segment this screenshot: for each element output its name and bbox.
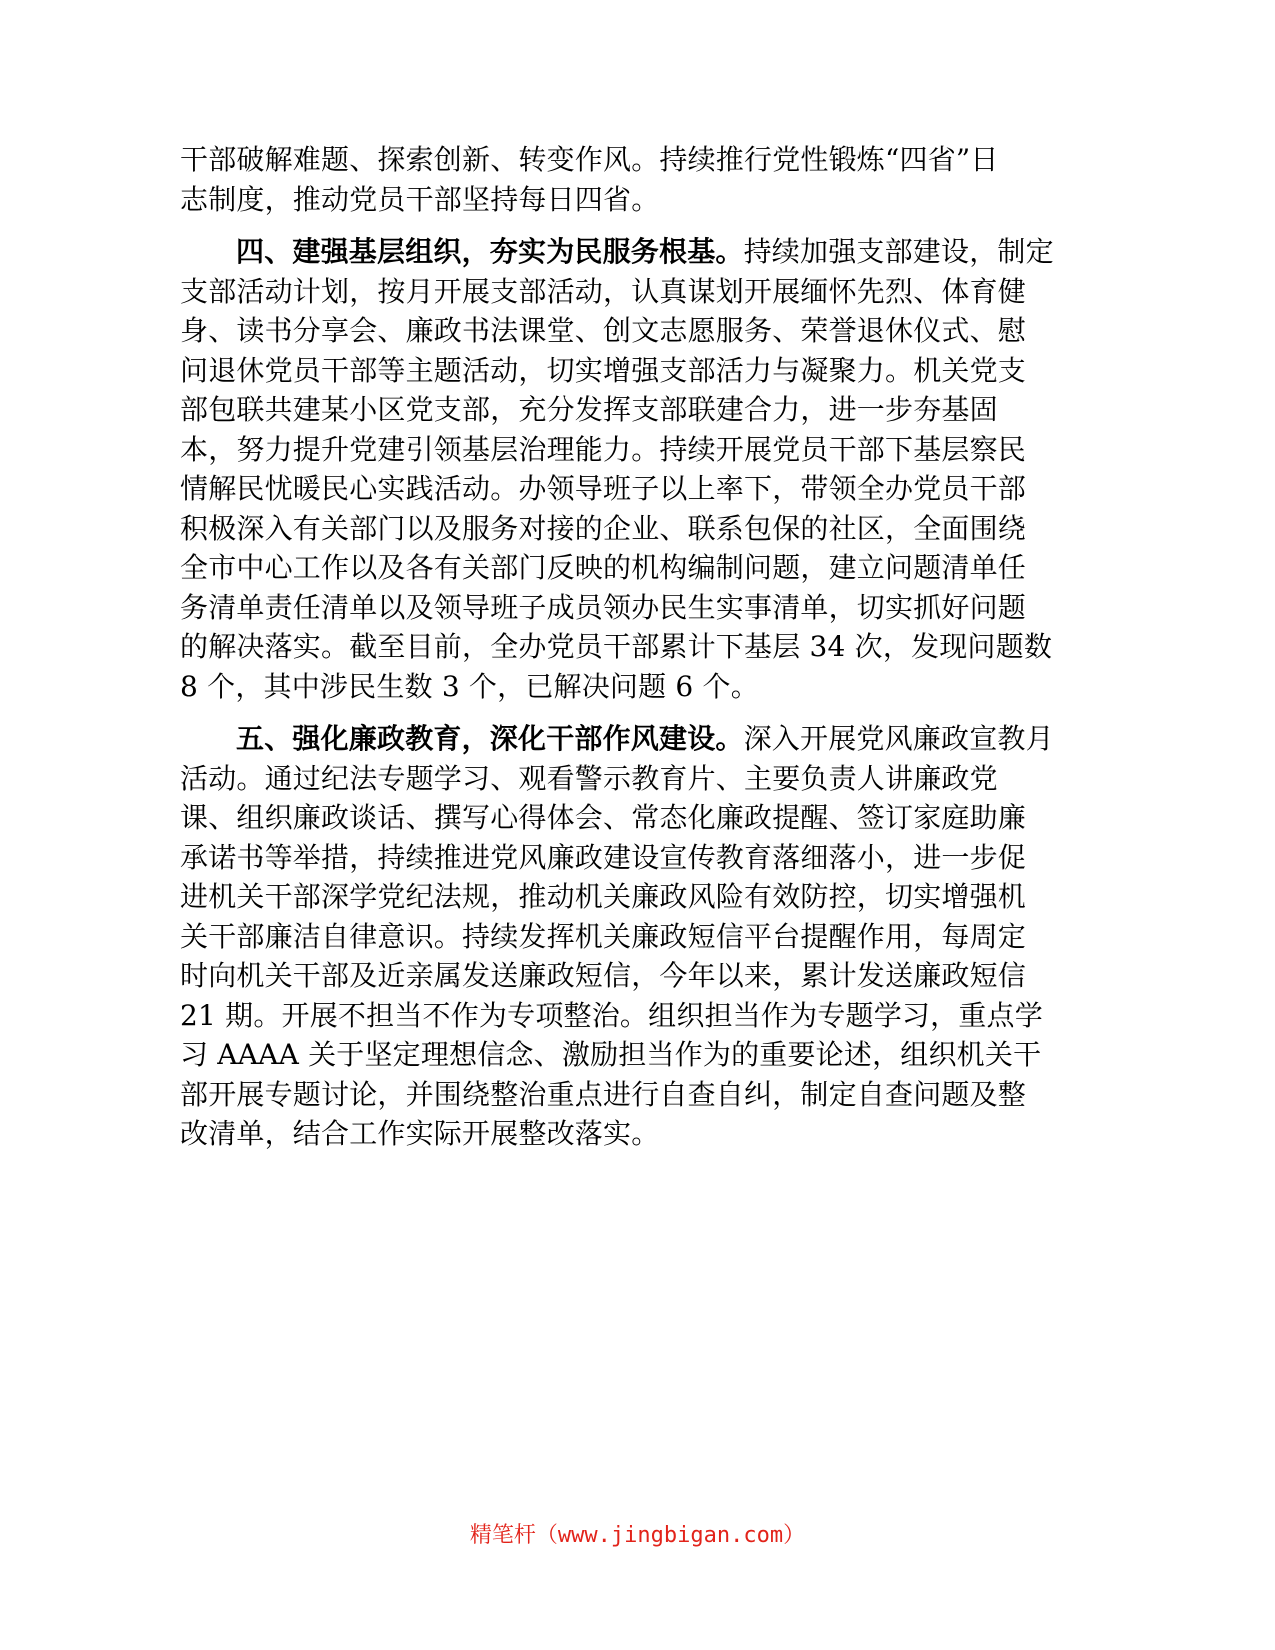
document-body bbox=[180, 140, 1085, 1154]
text-line: 进机关干部深学党纪法规，推动机关廉政风险有效防控，切实增强机 bbox=[180, 880, 1027, 913]
text-line: 部包联共建某小区党支部，充分发挥支部联建合力，进一步夯基固 bbox=[180, 393, 998, 426]
text-line: 课、组织廉政谈话、撰写心得体会、常态化廉政提醒、签订家庭助廉 bbox=[180, 801, 1027, 834]
text-run: 持续加强支部建设，制定 bbox=[743, 235, 1054, 268]
text-line: 活动。通过纪法专题学习、观看警示教育片、主要负责人讲廉政党 bbox=[180, 761, 998, 795]
text-line bbox=[180, 232, 1085, 272]
footer-watermark-link[interactable]: 精笔杆（www.jingbigan.com） bbox=[469, 1523, 806, 1548]
text-line: 务清单责任清单以及领导班子成员领办民生实事清单，切实抓好问题 bbox=[180, 590, 1027, 624]
text-line: 8 个，其中涉民生数 3 个，已解决问题 6 个。 bbox=[180, 669, 759, 703]
text-line: 全市中心工作以及各有关部门反映的机构编制问题，建立问题清单任 bbox=[180, 551, 1027, 584]
paragraph-section-five bbox=[180, 719, 1085, 1154]
text-line: 关干部廉洁自律意识。持续发挥机关廉政短信平台提醒作用，每周定 bbox=[180, 919, 1027, 953]
text-line: 身、读书分享会、廉政书法课堂、创文志愿服务、荣誉退休仪式、慰 bbox=[180, 314, 1027, 347]
text-line: 时向机关干部及近亲属发送廉政短信，今年以来，累计发送廉政短信 bbox=[180, 959, 1027, 992]
text-line: 问退休党员干部等主题活动，切实增强支部活力与凝聚力。机关党支 bbox=[180, 353, 1027, 387]
text-run: 深入开展党风廉政宣教月 bbox=[743, 722, 1054, 755]
text-line: 习 AAAA 关于坚定理想信念、激励担当作为的重要论述，组织机关干 bbox=[180, 1038, 1042, 1071]
paragraph-section-four bbox=[180, 232, 1085, 706]
text-line: 本，努力提升党建引领基层治理能力。持续开展党员干部下基层察民 bbox=[180, 432, 1027, 466]
text-line: 干部破解难题、探索创新、转变作风。持续推行党性锻炼“四省”日 bbox=[180, 143, 999, 176]
section-heading: 五、强化廉政教育，深化干部作风建设。 bbox=[236, 722, 744, 755]
section-heading: 四、建强基层组织，夯实为民服务根基。 bbox=[236, 235, 744, 268]
text-line: 的解决落实。截至目前，全办党员干部累计下基层 34 次，发现问题数 bbox=[180, 630, 1053, 663]
text-line: 情解民忧暖民心实践活动。办领导班子以上率下，带领全办党员干部 bbox=[180, 472, 1027, 505]
text-line: 改清单，结合工作实际开展整改落实。 bbox=[180, 1117, 660, 1150]
text-line bbox=[180, 719, 1085, 759]
text-line: 支部活动计划，按月开展支部活动，认真谋划开展缅怀先烈、体育健 bbox=[180, 274, 1027, 308]
text-line: 部开展专题讨论，并围绕整治重点进行自查自纠，制定自查问题及整 bbox=[180, 1077, 1027, 1111]
text-line: 积极深入有关部门以及服务对接的企业、联系包保的社区，全面围绕 bbox=[180, 511, 1027, 545]
text-line: 21 期。开展不担当不作为专项整治。组织担当作为专题学习，重点学 bbox=[180, 998, 1043, 1032]
paragraph-continuation bbox=[180, 140, 1085, 219]
text-line: 承诺书等举措，持续推进党风廉政建设宣传教育落细落小，进一步促 bbox=[180, 840, 1027, 874]
text-line: 志制度，推动党员干部坚持每日四省。 bbox=[180, 182, 660, 216]
